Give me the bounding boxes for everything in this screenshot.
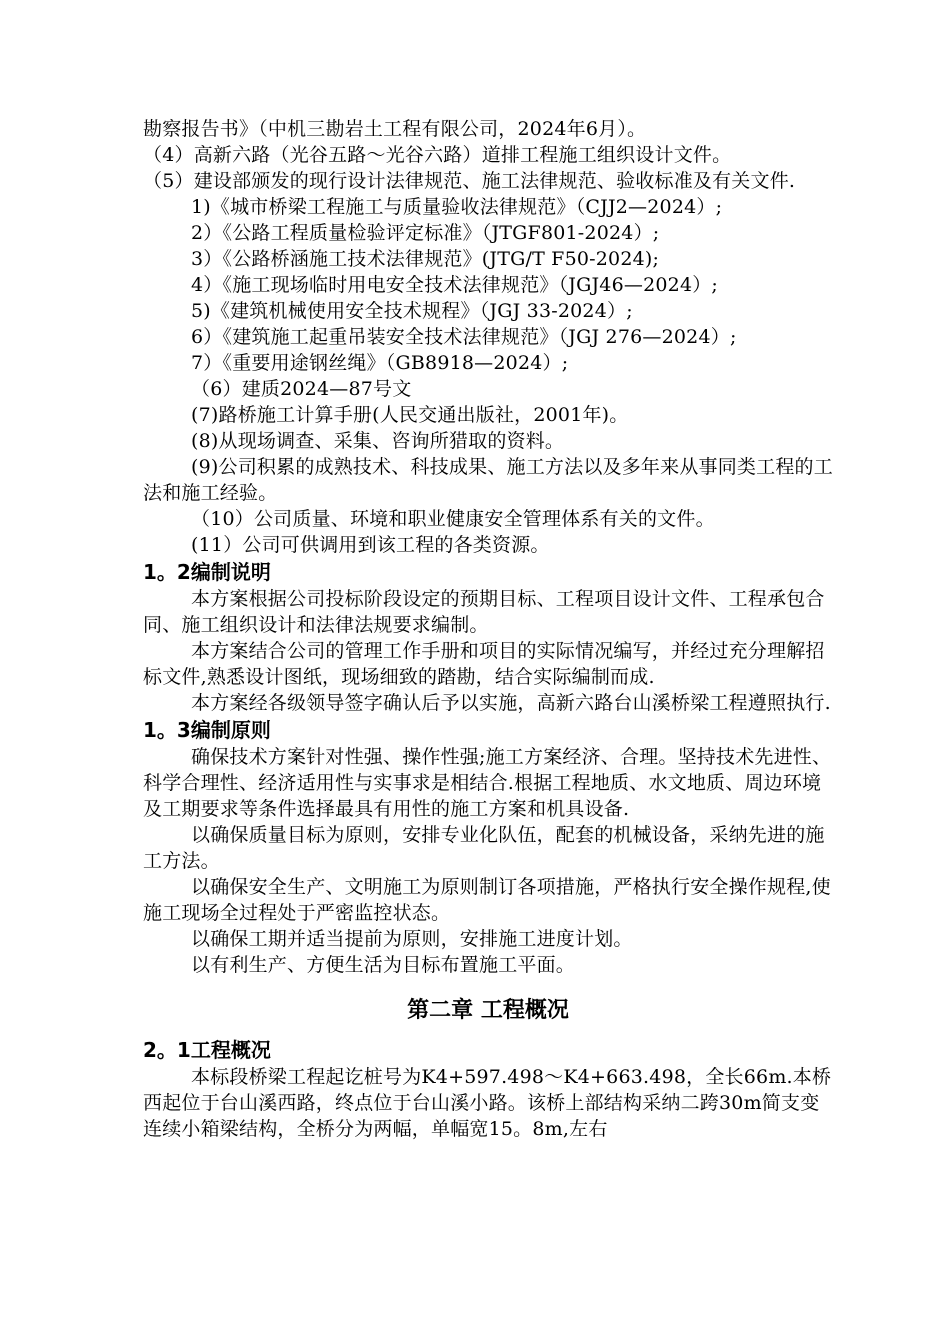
paragraph: 本方案根据公司投标阶段设定的预期目标、工程项目设计文件、工程承包合同、施工组织设计和法律法规要求编制。 [143, 588, 825, 636]
basis-item-8: (8)从现场调查、采集、咨询所猎取的资料。 [191, 430, 565, 452]
section-heading-1-3: 1。3编制原则 [143, 718, 271, 742]
paragraph: 确保技术方案针对性强、操作性强;施工方案经济、合理。坚持技术先进性、科学合理性、经济适用性与实事求是相结合.根据工程地质、水文地质、周边环境及工期要求等条件选择最具有用性的施工方案和机具设备. [143, 746, 832, 820]
text-line: 勘察报告书》（中机三勘岩土工程有限公司，2024年6月）。 [143, 118, 647, 140]
basis-item-11: (11）公司可供调用到该工程的各类资源。 [191, 534, 550, 556]
paragraph: 以有利生产、方便生活为目标布置施工平面。 [191, 954, 576, 976]
section-heading-2-1: 2。1工程概况 [143, 1038, 271, 1062]
standard-item-4: 4）《施工现场临时用电安全技术法律规范》（JGJ46—2024）; [191, 274, 719, 296]
paragraph: 本标段桥梁工程起讫桩号为K4+597.498～K4+663.498，全长66m.本桥西起位于台山溪西路，终点位于台山溪小路。该桥上部结构采纳二跨30m简支变连续小箱梁结构，全桥分为两幅，单幅宽15。8m,左右 [143, 1066, 832, 1140]
paragraph: 本方案结合公司的管理工作手册和项目的实际情况编写，并经过充分理解招标文件,熟悉设计图纸，现场细致的踏勘，结合实际编制而成. [143, 640, 825, 688]
standard-item-6: 6）《建筑施工起重吊装安全技术法律规范》（JGJ 276—2024）; [191, 326, 737, 348]
standard-item-2: 2）《公路工程质量检验评定标准》（JTGF801-2024）; [191, 222, 660, 244]
standard-item-7: 7）《重要用途钢丝绳》（GB8918—2024）; [191, 352, 569, 374]
paragraph: 本方案经各级领导签字确认后予以实施，高新六路台山溪桥梁工程遵照执行. [191, 692, 831, 714]
basis-item-4: （4）高新六路（光谷五路～光谷六路）道排工程施工组织设计文件。 [143, 144, 732, 166]
standard-item-3: 3）《公路桥涵施工技术法律规范》(JTG/T F50-2024); [191, 248, 660, 270]
standard-item-1: 1)《城市桥梁工程施工与质量验收法律规范》（CJJ2—2024）; [191, 196, 723, 218]
standard-item-5: 5)《建筑机械使用安全技术规程》（JGJ 33-2024）; [191, 300, 633, 322]
basis-item-10: （10）公司质量、环境和职业健康安全管理体系有关的文件。 [191, 508, 715, 530]
basis-item-6: （6）建质2024—87号文 [191, 378, 412, 400]
document-body [143, 116, 833, 1142]
paragraph: 以确保安全生产、文明施工为原则制订各项措施，严格执行安全操作规程,使施工现场全过程处于严密监控状态。 [143, 876, 831, 924]
paragraph: 以确保工期并适当提前为原则，安排施工进度计划。 [191, 928, 633, 950]
paragraph: 以确保质量目标为原则，安排专业化队伍，配套的机械设备，采纳先进的施工方法。 [143, 824, 825, 872]
chapter-title: 第二章 工程概况 [407, 998, 569, 1023]
basis-item-9: (9)公司积累的成熟技术、科技成果、施工方法以及多年来从事同类工程的工法和施工经验。 [143, 456, 833, 504]
basis-item-5: （5）建设部颁发的现行设计法律规范、施工法律规范、验收标准及有关文件. [143, 170, 796, 192]
section-heading-1-2: 1。2编制说明 [143, 560, 271, 584]
basis-item-7: (7)路桥施工计算手册(人民交通出版社，2001年)。 [191, 404, 629, 426]
